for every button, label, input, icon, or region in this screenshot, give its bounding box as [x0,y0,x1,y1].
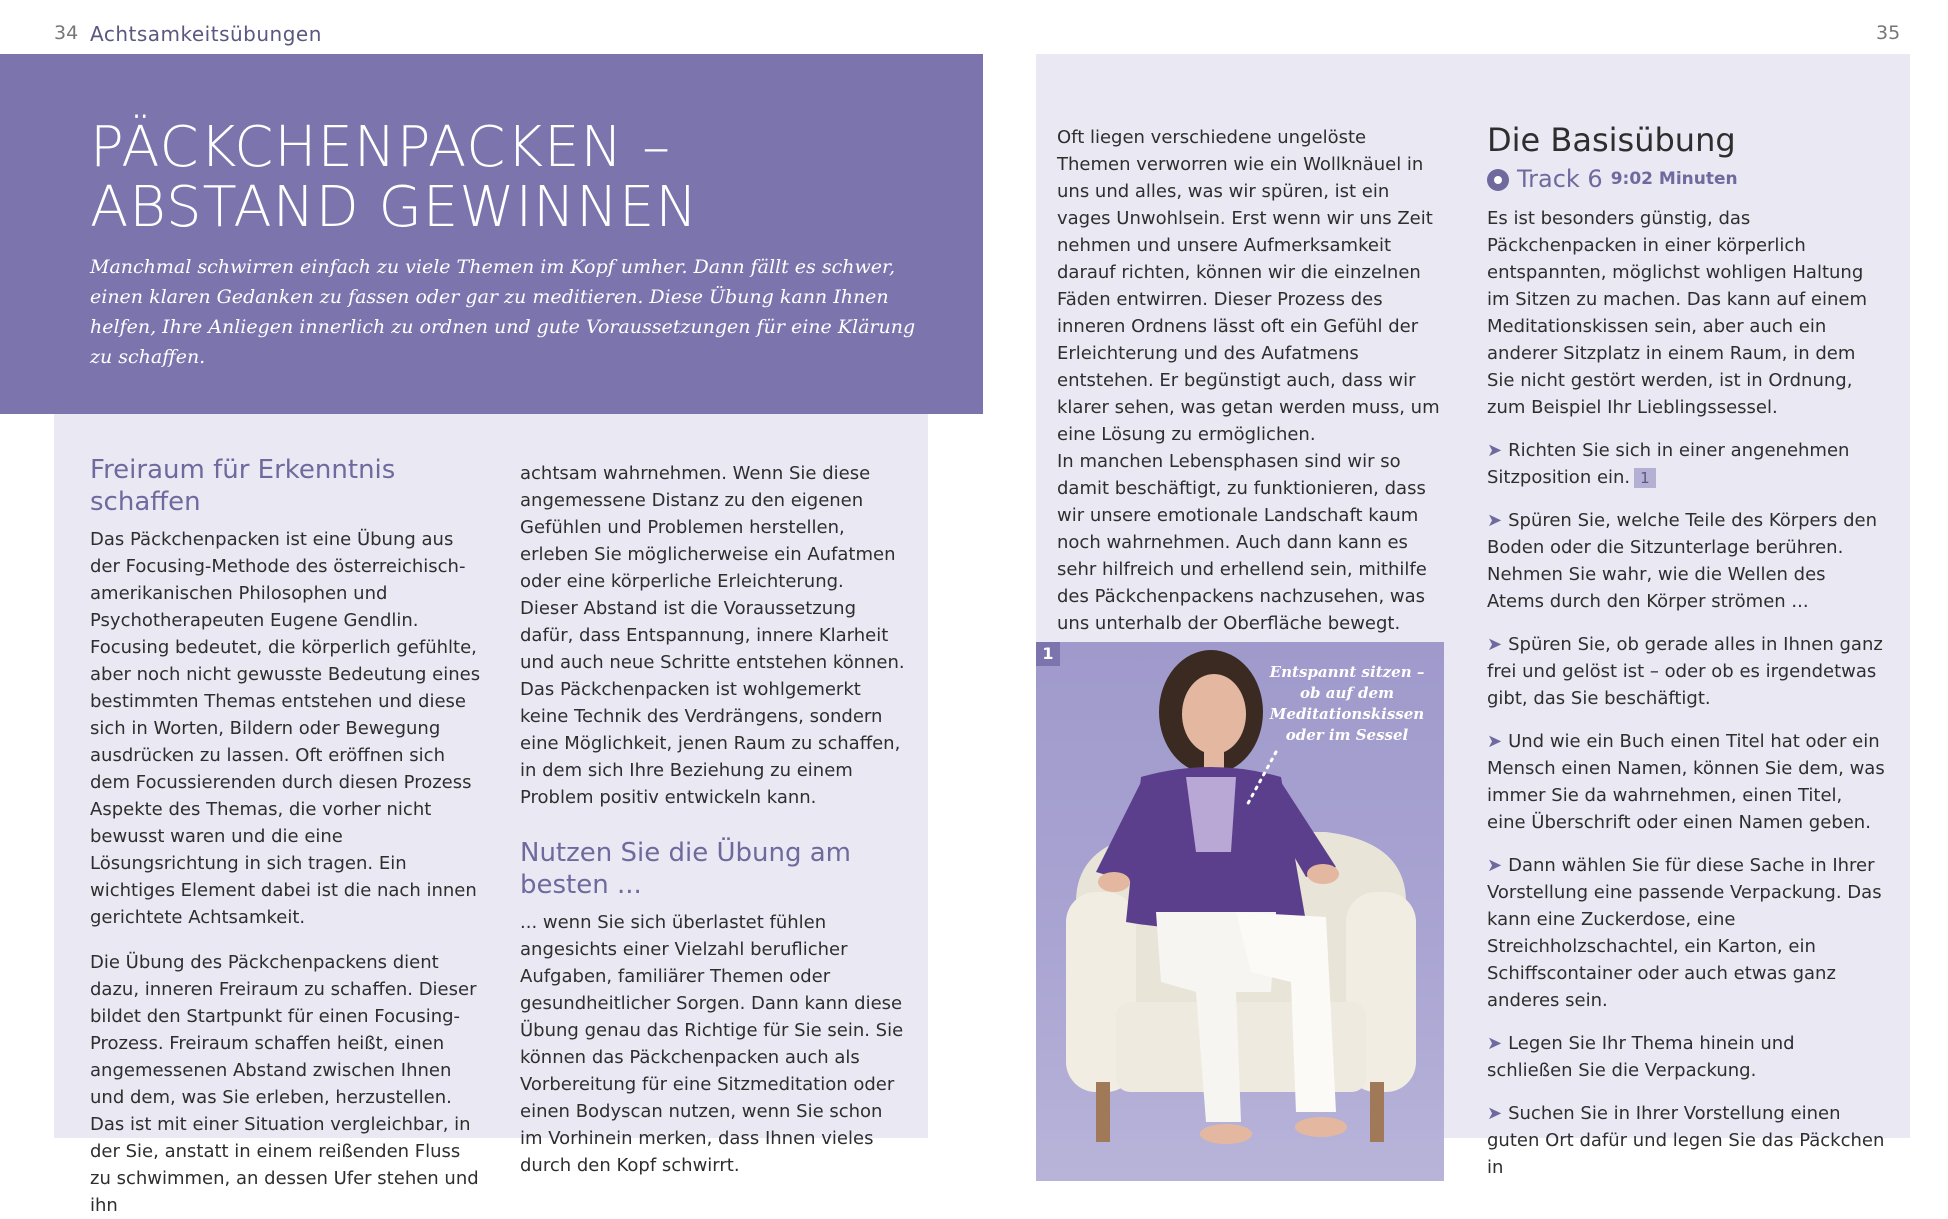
left-column-1 [90,454,482,1219]
heading-basisuebung: Die Basisübung [1487,121,1736,159]
step-text: Suchen Sie in Ihrer Vorstellung einen guten Ort dafür und legen Sie das Päckchen in [1487,1103,1885,1178]
arrow-icon: ➤ [1487,510,1503,531]
step-6 [1487,1030,1885,1084]
step-text: Legen Sie Ihr Thema hinein und schließen Sie die Verpackung. [1487,1033,1795,1081]
paragraph: Das ist mit einer Situation vergleichbar, in der Sie, anstatt in einem reißenden Fluss zu schwimmen, an dessen Ufer stehen und ihn [90,1114,479,1216]
right-column-2 [1487,120,1885,1181]
page-number-right: 35 [1876,22,1901,44]
step-text: Dann wählen Sie für diese Sache in Ihrer Vorstellung eine passende Verpackung. Das kann eine Zuckerdose, eine Streichholzschachtel, ein Karton, ein Schiffscontainer oder auch etwas ganz anderes sein. [1487,855,1882,1011]
step-text: Spüren Sie, welche Teile des Körpers den Boden oder die Sitzunterlage berühren. Nehmen Sie wahr, wie die Wellen des Atems durch den Körper strömen ... [1487,510,1878,612]
arrow-icon: ➤ [1487,634,1503,655]
photo-caption: Entspannt sitzen – ob auf dem Meditationskissen oder im Sessel [1269,663,1425,744]
intro-text: Manchmal schwirren einfach zu viele Themen im Kopf umher. Dann fällt es schwer, einen klaren Gedanken zu fassen oder gar zu meditieren. Diese Übung kann Ihnen helfen, Ihre Anliegen innerlich zu ordnen und gute Voraussetzungen für eine Klärung zu schaffen. [90,256,916,368]
step-text: Und wie ein Buch einen Titel hat oder ein Mensch einen Namen, können Sie dem, was immer Sie da wahrnehmen, einen Titel, eine Überschrift oder einen Namen geben. [1487,731,1885,833]
paragraph: In manchen Lebensphasen sind wir so damit beschäftigt, zu funktionieren, dass wir unsere emotionale Landschaft kaum noch wahrnehmen. Auch dann kann es sehr hilfreich und erhellend sein, mithilfe des Päckchenpackens nachzusehen, was uns unterhalb der Oberfläche bewegt. [1057,451,1427,634]
step-1 [1487,437,1885,491]
page-title [90,115,699,240]
step-4 [1487,728,1885,836]
arrow-icon: ➤ [1487,1103,1503,1124]
paragraph: Die Übung des Päckchenpackens dient dazu, inneren Freiraum zu schaffen. Dieser bildet den Startpunkt für einen Focusing-Prozess. Freiraum schaffen heißt, einen angemessenen Abstand zwischen Ihnen und dem, was Sie erleben, herzustellen. [90,952,477,1108]
arrow-icon: ➤ [1487,731,1503,752]
arrow-icon: ➤ [1487,440,1503,461]
photo-reference-badge: 1 [1634,468,1656,488]
step-5 [1487,852,1885,1014]
paragraph: Das Päckchenpacken ist wohlgemerkt keine Technik des Verdrängens, sondern eine Möglichkeit, jenen Raum zu schaffen, in dem sich Ihre Beziehung zu einem Problem positiv entwickeln kann. [520,679,901,808]
heading-freiraum: Freiraum für Erkenntnis schaffen [90,455,396,517]
left-column-2 [520,460,906,1179]
arrow-icon: ➤ [1487,1033,1503,1054]
audio-track-info [1487,166,1885,193]
page-number-left: 34 [54,22,79,44]
step-3 [1487,631,1885,712]
section-title: Achtsamkeitsübungen [90,22,322,46]
step-2 [1487,507,1885,615]
paragraph: Das Päckchenpacken ist eine Übung aus der Focusing-Methode des österreichisch-amerikanischen Philosophen und Psychotherapeuten Eugene Gendlin. Focusing bedeutet, die körperlich gefühlte, aber noch nicht gewusste Bedeutung eines bestimmten Themas entstehen und diese sich in Worten, Bildern oder Bewegung ausdrücken zu lassen. Oft eröffnen sich dem Focussierenden durch diesen Prozess Aspekte des Themas, die vorher nicht bewusst waren und die eine Lösungsrichtung in sich tragen. Ein wichtiges Element dabei ist die nach innen gerichtete Achtsamkeit. [90,529,481,928]
paragraph: Oft liegen verschiedene ungelöste Themen verworren wie ein Wollknäuel in uns und alles, was wir spüren, ist ein vages Unwohlsein. Erst wenn wir uns Zeit nehmen und unsere Aufmerksamkeit darauf richten, können wir die einzelnen Fäden entwirren. Dieser Prozess des inneren Ordnens lässt oft ein Gefühl der Erleichterung und des Aufatmens entstehen. Er begünstigt auch, dass wir klarer sehen, was getan werden muss, um eine Lösung zu ermöglichen. [1057,127,1440,445]
page-title-line-1: PÄCKCHENPACKEN – [90,115,672,180]
step-text: Spüren Sie, ob gerade alles in Ihnen ganz frei und gelöst ist – oder ob es irgendetwas gibt, das Sie beschäftigt. [1487,634,1883,709]
paragraph: ... wenn Sie sich überlastet fühlen angesichts einer Vielzahl beruflicher Aufgaben, familiärer Themen oder gesundheitlicher Sorgen. Dann kann diese Übung genau das Richtige für Sie sein. Sie können das Päckchenpacken auch als Vorbereitung für eine Sitzmeditation oder einen Bodyscan nutzen, wenn Sie schon im Vorhinein merken, dass Ihnen vieles durch den Kopf schwirrt. [520,912,904,1176]
audio-track-icon [1487,169,1509,191]
track-duration: 9:02 Minuten [1610,169,1738,189]
heading-nutzen: Nutzen Sie die Übung am besten ... [520,838,852,900]
photo-number-badge: 1 [1036,642,1060,666]
step-7 [1487,1100,1885,1181]
page-title-line-2: ABSTAND GEWINNEN [90,175,699,240]
arrow-icon: ➤ [1487,855,1503,876]
step-text: Richten Sie sich in einer angenehmen Sitzposition ein. [1487,440,1850,488]
paragraph: achtsam wahrnehmen. Wenn Sie diese angemessene Distanz zu den eigenen Gefühlen und Problemen herstellen, erleben Sie möglicherweise ein Aufatmen oder eine körperliche Erleichterung. Dieser Abstand ist die Voraussetzung dafür, dass Entspannung, innere Klarheit und auch neue Schritte entstehen können. [520,463,905,673]
track-name: Track 6 [1517,165,1603,193]
right-column-1 [1057,124,1443,637]
paragraph: Es ist besonders günstig, das Päckchenpacken in einer körperlich entspannten, möglichst wohligen Haltung im Sitzen zu machen. Das kann auf einem Meditationskissen sein, aber auch ein anderer Sitzplatz in einem Raum, in dem Sie nicht gestört werden, ist in Ordnung, zum Beispiel Ihr Lieblingssessel. [1487,208,1868,418]
